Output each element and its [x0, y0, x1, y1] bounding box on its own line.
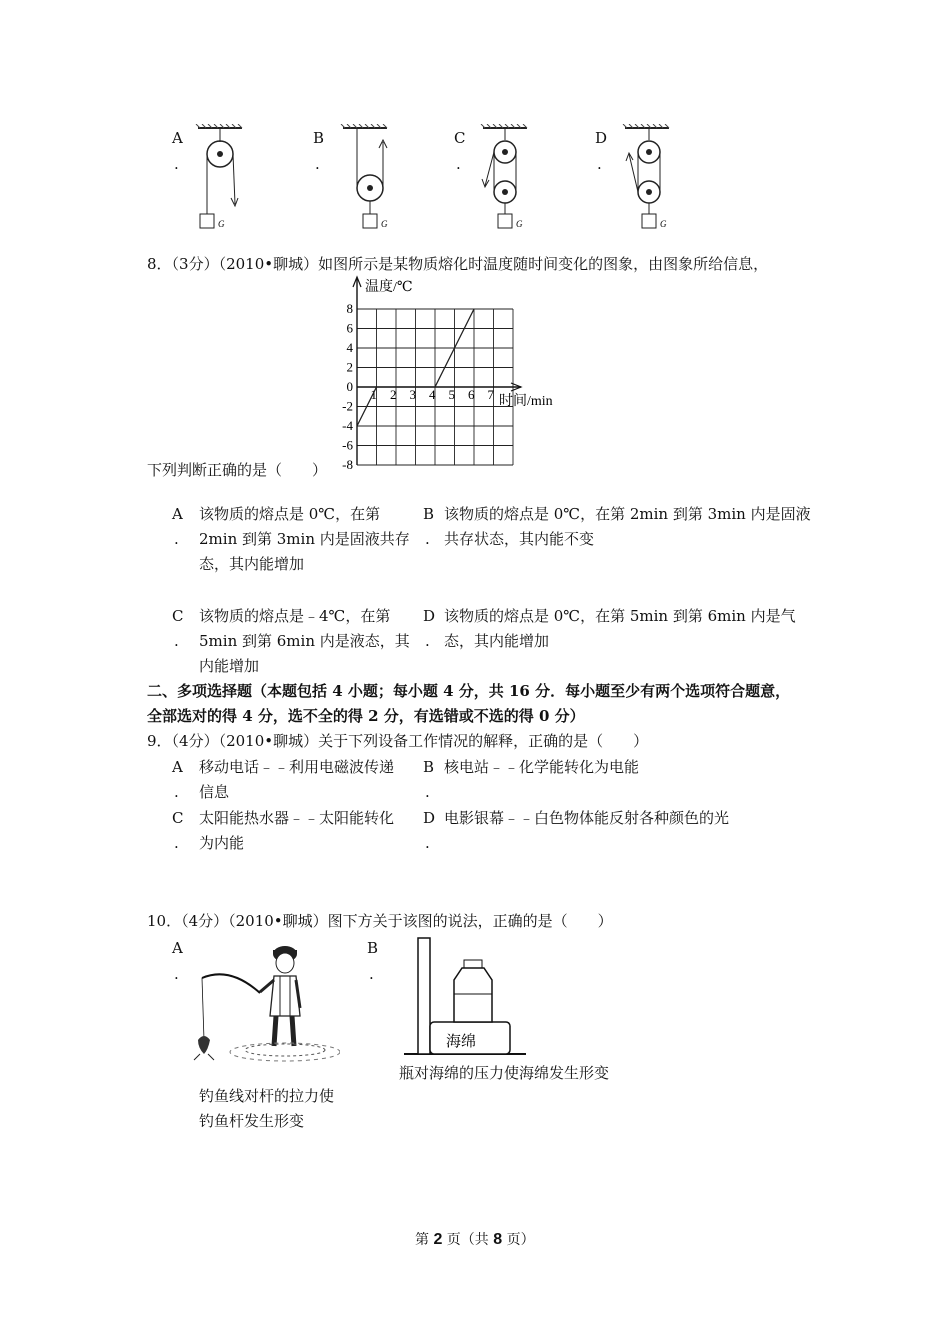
q10-option-b-dot: . [369, 965, 374, 983]
q10-option-a-dot: . [174, 965, 179, 983]
q8-option-d-line2: 态，其内能增加 [444, 632, 550, 650]
q10-bottle-sponge-illustration [400, 936, 530, 1058]
q9-option-c-line2: 为内能 [199, 834, 245, 852]
chart-x-tick-label: 4 [429, 387, 436, 402]
chart-y-tick-label: 6 [346, 320, 353, 336]
q10-option-b-caption-line1: 瓶对海绵的压力使海绵发生形变 [399, 1064, 610, 1082]
q7-option-a-letter: A [172, 129, 183, 147]
chart-y-tick-label: -2 [342, 398, 353, 414]
q7-option-c-dot: . [456, 155, 461, 173]
q7-weight-label-d: G [660, 219, 667, 229]
q7-pulley-diagram-a [190, 124, 260, 234]
q7-option-c-letter: C [454, 129, 466, 147]
q8-option-a-letter: A [172, 505, 183, 523]
footer-middle: 页（共 [442, 1232, 494, 1248]
chart-y-tick-label: -4 [342, 418, 353, 433]
q9-stem: 9．（4分）（2010•聊城）关于下列设备工作情况的解释，正确的是（ ） [147, 732, 649, 750]
q9-option-a-line1: 移动电话﹣﹣利用电磁波传递 [199, 758, 395, 776]
q7-option-b-letter: B [313, 129, 325, 147]
q10-sponge-label: 海绵 [446, 1034, 477, 1050]
chart-y-tick-label: 8 [346, 301, 353, 316]
chart-axes [353, 277, 521, 465]
q8-option-c-line1: 该物质的熔点是﹣4℃，在第 [199, 607, 391, 625]
q7-pulley-diagram-b [335, 124, 405, 234]
q10-option-b-letter: B [367, 939, 379, 957]
q10-fisherman-illustration [190, 936, 340, 1066]
chart-xlabel: 时间/min [499, 394, 553, 409]
section2-heading-line1: 二、多项选择题（本题包括 4 小题；每小题 4 分，共 16 分．每小题至少有两个选项符合题意， [147, 682, 791, 700]
q7-option-d-dot: . [597, 155, 602, 173]
q9-option-d-dot: . [425, 834, 430, 852]
q7-pulley-diagram-d [617, 124, 687, 234]
chart-y-tick-label: 0 [346, 379, 353, 394]
chart-x-tick-label: 2 [390, 387, 397, 402]
q9-option-a-dot: . [174, 783, 179, 801]
q8-temperature-chart [325, 275, 570, 470]
q7-weight-label-b: G [381, 219, 388, 229]
q9-option-b-letter: B [423, 758, 435, 776]
q8-option-a-line2: 2min 到第 3min 内是固液共存 [199, 530, 410, 548]
q9-option-d-letter: D [423, 809, 436, 827]
q10-option-a-letter: A [172, 939, 183, 957]
q10-option-a-caption-line2: 钓鱼杆发生形变 [199, 1112, 305, 1130]
page-footer [415, 1227, 535, 1253]
footer-total-pages: 8 [493, 1231, 503, 1248]
q8-option-d-letter: D [423, 607, 436, 625]
q8-option-a-dot: . [174, 530, 179, 548]
q7-option-d-letter: D [595, 129, 608, 147]
chart-ylabel: 温度/℃ [365, 280, 413, 295]
section2-heading-line2: 全部选对的得 4 分，选不全的得 2 分，有选错或不选的得 0 分） [147, 707, 585, 725]
chart-ticks [342, 301, 494, 470]
q8-option-c-line2: 5min 到第 6min 内是液态，其 [199, 632, 410, 650]
q8-option-b-line1: 该物质的熔点是 0℃，在第 2min 到第 3min 内是固液 [444, 505, 811, 523]
chart-x-tick-label: 6 [468, 387, 475, 402]
q9-option-c-letter: C [172, 809, 184, 827]
q8-option-b-line2: 共存状态，其内能不变 [444, 530, 595, 548]
q8-option-a-line3: 态，其内能增加 [199, 555, 305, 573]
q8-option-d-dot: . [425, 632, 430, 650]
q9-option-c-dot: . [174, 834, 179, 852]
q8-option-b-letter: B [423, 505, 435, 523]
q7-pulley-diagram-c [475, 124, 545, 234]
q9-option-d-line1: 电影银幕﹣﹣白色物体能反射各种颜色的光 [444, 809, 730, 827]
q8-option-d-line1: 该物质的熔点是 0℃，在第 5min 到第 6min 内是气 [444, 607, 796, 625]
chart-x-tick-label: 5 [448, 387, 455, 402]
chart-x-tick-label: 7 [487, 387, 494, 402]
q8-stem-line2: 下列判断正确的是（ ） [147, 461, 328, 479]
q8-option-b-dot: . [425, 530, 430, 548]
q8-option-c-dot: . [174, 632, 179, 650]
q9-option-a-letter: A [172, 758, 183, 776]
chart-x-tick-label: 3 [409, 387, 416, 402]
q10-option-a-caption-line1: 钓鱼线对杆的拉力使 [199, 1087, 335, 1105]
q7-weight-label-a: G [218, 219, 225, 229]
footer-prefix: 第 [415, 1232, 434, 1248]
footer-suffix: 页） [502, 1232, 535, 1248]
chart-y-tick-label: -8 [342, 457, 353, 470]
q8-option-a-line1: 该物质的熔点是 0℃，在第 [199, 505, 381, 523]
q10-stem: 10．（4分）（2010•聊城）图下方关于该图的说法，正确的是（ ） [147, 912, 613, 930]
chart-y-tick-label: 2 [346, 359, 353, 375]
q9-option-a-line2: 信息 [199, 783, 230, 801]
chart-x-tick-label: 1 [370, 387, 377, 402]
q8-option-c-line3: 内能增加 [199, 657, 260, 675]
q8-option-c-letter: C [172, 607, 184, 625]
q8-stem-line1: 8．（3分）（2010•聊城）如图所示是某物质熔化时温度随时间变化的图象，由图象所给信息， [147, 255, 769, 273]
q7-option-a-dot: . [174, 155, 179, 173]
footer-page-number: 2 [433, 1231, 443, 1248]
q9-option-c-line1: 太阳能热水器﹣﹣太阳能转化 [199, 809, 395, 827]
q9-option-b-dot: . [425, 783, 430, 801]
chart-y-tick-label: -6 [342, 437, 353, 453]
q9-option-b-line1: 核电站﹣﹣化学能转化为电能 [444, 758, 640, 776]
chart-y-tick-label: 4 [346, 340, 353, 355]
q7-option-b-dot: . [315, 155, 320, 173]
q7-weight-label-c: G [516, 219, 523, 229]
